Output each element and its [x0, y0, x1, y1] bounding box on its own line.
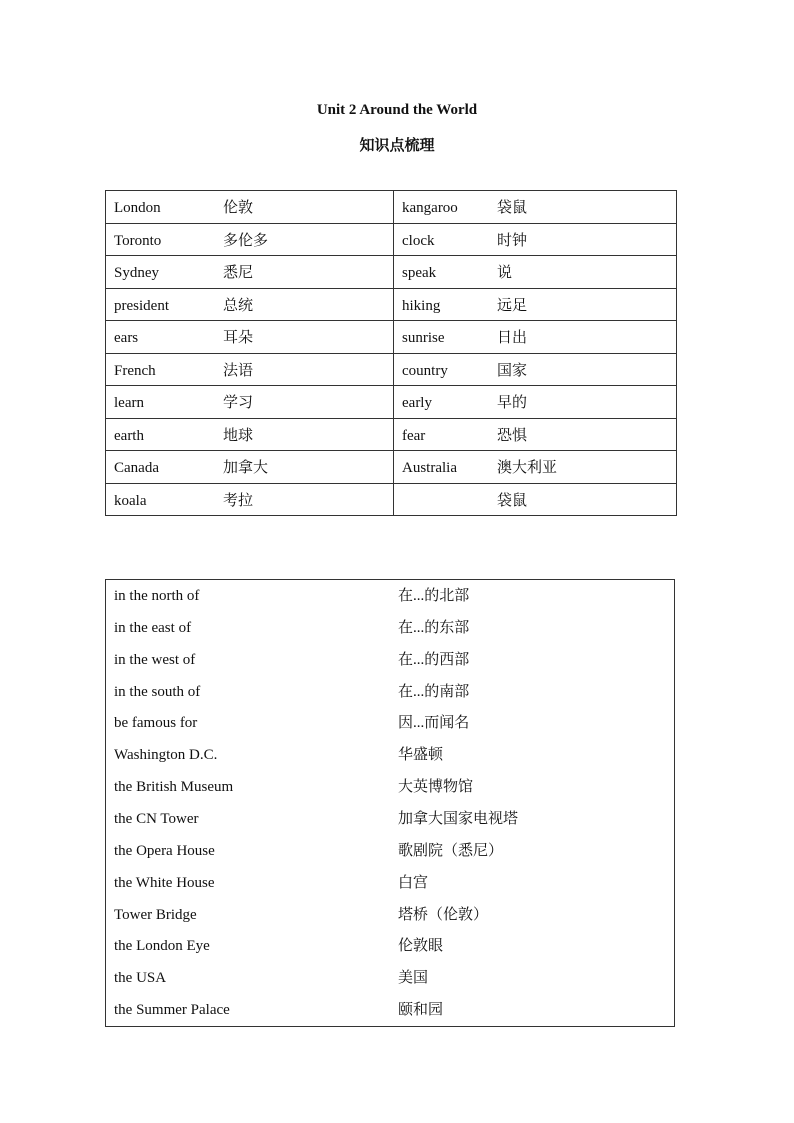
vocab-row	[106, 418, 677, 451]
phrase-english: the London Eye	[114, 938, 210, 955]
vocab-cell	[106, 321, 394, 354]
vocab-row	[106, 191, 677, 224]
chinese-meaning: 远足	[497, 297, 528, 314]
vocab-cell	[106, 223, 394, 256]
phrase-english: the White House	[114, 874, 215, 891]
vocab-cell	[106, 353, 394, 386]
phrase-chinese: 在...的南部	[398, 683, 470, 700]
phrase-english: the USA	[114, 970, 167, 987]
phrase-chinese: 在...的东部	[398, 619, 470, 636]
vocab-row	[106, 386, 677, 419]
chinese-meaning: 考拉	[223, 492, 254, 509]
english-word: sunrise	[402, 330, 445, 347]
phrase-chinese: 加拿大国家电视塔	[398, 810, 519, 827]
page-title: Unit 2 Around the World	[316, 102, 478, 118]
english-word: Sydney	[114, 265, 159, 282]
phrase-english: the British Museum	[114, 779, 234, 796]
phrase-chinese: 在...的北部	[398, 588, 470, 604]
phrase-chinese: 伦敦眼	[398, 938, 444, 955]
english-word: Toronto	[114, 232, 162, 249]
english-word: fear	[402, 427, 426, 444]
vocab-cell	[106, 191, 394, 224]
english-word: learn	[114, 395, 144, 412]
phrase-english: in the west of	[114, 651, 196, 668]
vocab-cell	[394, 353, 677, 386]
chinese-meaning: 总统	[223, 297, 254, 314]
chinese-meaning: 耳朵	[223, 330, 254, 347]
chinese-meaning: 悉尼	[223, 265, 254, 282]
phrase-english: the Summer Palace	[114, 1002, 230, 1019]
english-word: speak	[402, 265, 437, 282]
vocab-row	[106, 321, 677, 354]
chinese-meaning: 早的	[497, 395, 528, 412]
vocab-cell	[394, 191, 677, 224]
phrase-chinese: 歌剧院（悉尼）	[398, 842, 504, 859]
phrase-english: in the north of	[114, 588, 200, 604]
vocab-cell	[106, 483, 394, 516]
chinese-meaning: 学习	[223, 395, 254, 412]
phrase-chinese: 在...的西部	[398, 651, 470, 668]
phrase-table	[105, 579, 675, 1027]
chinese-meaning: 国家	[497, 362, 528, 379]
chinese-meaning: 袋鼠	[497, 492, 528, 509]
vocab-cell	[106, 386, 394, 419]
english-word: hiking	[402, 297, 441, 314]
chinese-meaning: 澳大利亚	[497, 460, 558, 477]
english-word: koala	[114, 492, 147, 509]
english-word: earth	[114, 427, 144, 444]
phrase-chinese: 颐和园	[398, 1002, 444, 1019]
vocab-cell	[394, 223, 677, 256]
phrase-english: be famous for	[114, 715, 198, 732]
chinese-meaning: 日出	[497, 330, 528, 347]
phrase-chinese: 华盛顿	[398, 747, 444, 764]
phrase-english: in the south of	[114, 683, 201, 700]
chinese-meaning: 法语	[223, 362, 254, 379]
vocab-cell	[394, 386, 677, 419]
phrase-english: Tower Bridge	[114, 906, 197, 923]
phrase-english: in the east of	[114, 619, 192, 636]
vocab-row	[106, 451, 677, 484]
english-word: clock	[402, 232, 435, 249]
vocab-cell	[394, 418, 677, 451]
chinese-meaning: 多伦多	[223, 232, 269, 249]
page-subtitle: 知识点梳理	[359, 138, 435, 154]
chinese-meaning: 地球	[223, 427, 254, 444]
english-word: kangaroo	[402, 200, 458, 217]
vocab-cell	[394, 321, 677, 354]
chinese-meaning: 恐惧	[497, 427, 528, 444]
phrase-chinese: 大英博物馆	[398, 779, 474, 796]
vocab-cell	[394, 288, 677, 321]
phrase-english: the CN Tower	[114, 810, 199, 827]
phrase-english: Washington D.C.	[114, 747, 218, 764]
vocab-cell	[106, 288, 394, 321]
vocab-row	[106, 483, 677, 516]
vocab-cell	[106, 418, 394, 451]
phrase-chinese: 白宫	[398, 874, 429, 891]
vocab-cell	[394, 451, 677, 484]
vocabulary-table	[105, 190, 677, 516]
chinese-meaning: 加拿大	[223, 460, 269, 477]
vocab-cell	[394, 483, 677, 516]
english-word: president	[114, 297, 169, 314]
english-word: ears	[114, 330, 139, 347]
vocab-row	[106, 256, 677, 289]
english-word: early	[402, 395, 432, 412]
english-word: French	[114, 362, 156, 379]
phrase-chinese: 因...而闻名	[398, 715, 470, 732]
vocab-row	[106, 288, 677, 321]
phrase-english: the Opera House	[114, 842, 215, 859]
vocab-row	[106, 353, 677, 386]
english-word: Canada	[114, 460, 159, 477]
vocab-row	[106, 223, 677, 256]
vocab-cell	[394, 256, 677, 289]
chinese-meaning: 袋鼠	[497, 200, 528, 217]
english-word: Australia	[402, 460, 457, 477]
chinese-meaning: 伦敦	[223, 200, 254, 217]
phrase-chinese: 美国	[398, 970, 429, 987]
vocab-cell	[106, 451, 394, 484]
chinese-meaning: 说	[497, 265, 513, 282]
phrase-chinese: 塔桥（伦敦）	[398, 906, 489, 923]
vocab-cell	[106, 256, 394, 289]
english-word: London	[114, 200, 161, 217]
chinese-meaning: 时钟	[497, 232, 528, 249]
english-word: country	[402, 362, 448, 379]
